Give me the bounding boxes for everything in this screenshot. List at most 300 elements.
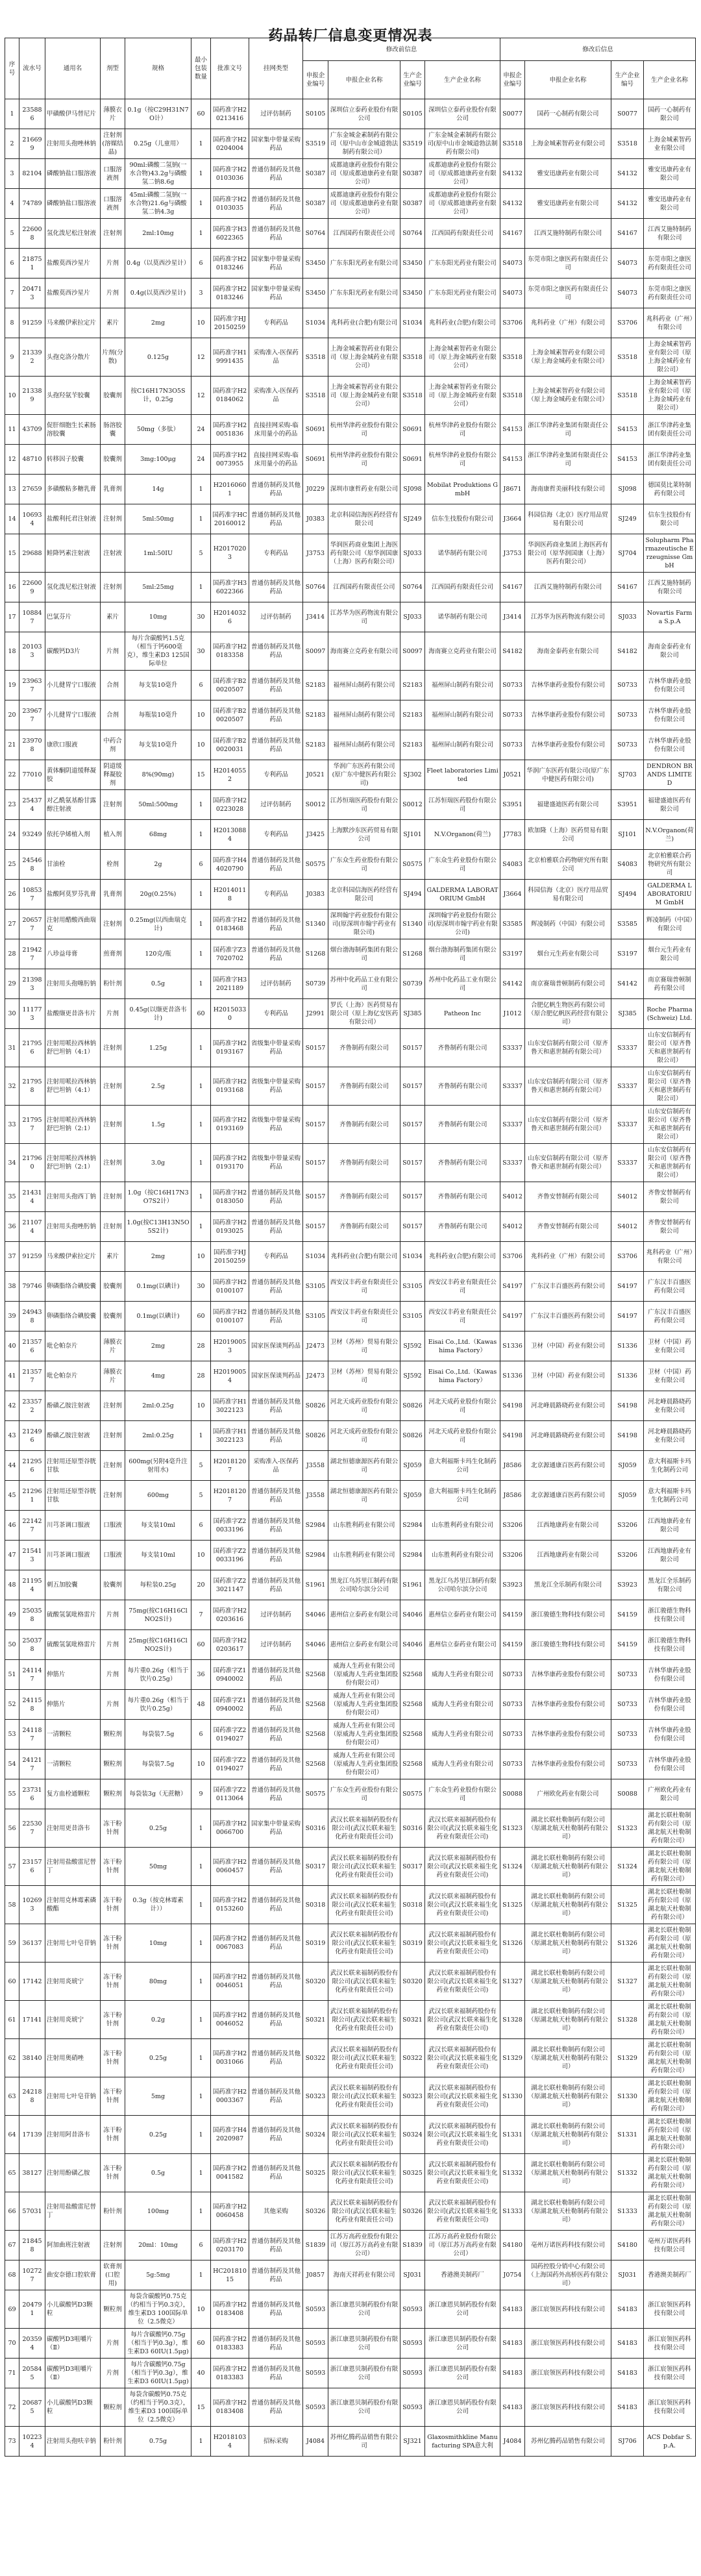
cell-listing-type: 直接挂网采购-临床用量小的药品 <box>249 445 303 475</box>
cell-listing-type: 普通仿制药及其他药品 <box>249 475 303 504</box>
cell-after-applicant-name: 山东安信制药有限公司（原齐鲁天和惠世制药有限公司） <box>525 1106 611 1144</box>
cell-dosage-form: 注射剂 <box>101 910 125 939</box>
cell-approval-no: 国药准字HJ20150259 <box>211 308 249 338</box>
table-row <box>5 1451 696 1481</box>
cell-min-pack: 24 <box>191 445 211 475</box>
cell-before-producer-code: SJ101 <box>400 820 425 850</box>
cell-listing-type: 过评仿制药 <box>249 1630 303 1660</box>
header-after-producer-name: 生产企业名称 <box>644 61 696 99</box>
cell-seq: 14 <box>5 504 19 534</box>
cell-listing-type: 普通仿制药及其他药品 <box>249 1570 303 1600</box>
cell-after-applicant-name: 浙江宸领医药科技有限公司 <box>525 2290 611 2329</box>
cell-generic-name: 注射用哌拉西林钠舒巴坦钠（2:1） <box>45 1144 101 1182</box>
cell-before-applicant-name: 武汉长联来福制药股份有限公司(武汉长联来福生化药业有限责任公司) <box>328 2039 400 2077</box>
cell-spec: 8%(90mg) <box>125 760 191 790</box>
table-row <box>5 338 696 377</box>
cell-listing-type: 专利药品 <box>249 534 303 573</box>
cell-before-producer-name: 齐鲁制药有限公司 <box>425 1182 500 1212</box>
cell-after-producer-name: 上海金城素智药业有限公司 <box>644 129 696 159</box>
cell-before-applicant-code: J2991 <box>303 999 328 1029</box>
cell-generic-name: 碳酸钙D3咀嚼片（Ⅱ） <box>45 2359 101 2388</box>
cell-before-applicant-code: S2984 <box>303 1511 328 1541</box>
cell-before-producer-name: 武汉长联来福制药股份有限公司(武汉长联来福生化药业有限责任公司) <box>425 2192 500 2231</box>
header-after-applicant-name: 申报企业名称 <box>525 61 611 99</box>
cell-spec: 0.2g <box>125 2001 191 2039</box>
cell-min-pack: 60 <box>191 1302 211 1331</box>
cell-before-producer-code: S0387 <box>400 189 425 219</box>
cell-seq: 27 <box>5 910 19 939</box>
cell-serial: 217957 <box>19 1106 45 1144</box>
cell-before-producer-name: Glaxosmithkline Manufacturing SPA意大利 <box>425 2427 500 2457</box>
cell-after-applicant-name: 湖北长联杜勒制药有限公司（原湖北航天杜勒制药有限公司） <box>525 1963 611 2001</box>
cell-dosage-form: 口服溶液剂 <box>101 159 125 189</box>
cell-before-producer-code: S2568 <box>400 1720 425 1750</box>
cell-seq: 39 <box>5 1302 19 1331</box>
cell-seq: 60 <box>5 1963 19 2001</box>
cell-after-producer-code: S1323 <box>611 1809 644 1848</box>
cell-after-applicant-name: 吉林华康药业股份有限公司 <box>525 700 611 730</box>
cell-after-producer-code: S0733 <box>611 671 644 700</box>
cell-after-applicant-code: S4159 <box>500 1600 525 1630</box>
cell-before-producer-name: 杭州华津药业股份有限公司 <box>425 415 500 445</box>
cell-after-producer-name: 浙江骏德生物科技有限公司 <box>644 1600 696 1630</box>
cell-after-applicant-name: 海南康哲美丽科技有限公司 <box>525 475 611 504</box>
cell-approval-no: H20150330 <box>211 999 249 1029</box>
cell-spec: 5mg <box>125 2077 191 2116</box>
cell-before-producer-name: 浙江康恩贝制药股份有限公司 <box>425 2329 500 2359</box>
cell-seq: 64 <box>5 2116 19 2154</box>
cell-generic-name: 盐酸莫西沙星片 <box>45 249 101 279</box>
table-row <box>5 1029 696 1067</box>
cell-before-applicant-name: 广东众生药业股份有限公司 <box>328 1779 400 1809</box>
cell-dosage-form: 素片 <box>101 1242 125 1272</box>
cell-before-applicant-name: 浙江康恩贝制药股份有限公司 <box>328 2290 400 2329</box>
cell-generic-name: 小儿碳酸钙D3颗粒 <box>45 2388 101 2427</box>
cell-after-applicant-code: S4012 <box>500 1182 525 1212</box>
cell-before-applicant-code: S0826 <box>303 1421 328 1451</box>
cell-after-applicant-name: 科园信海（北京）医疗用品贸易有限公司 <box>525 504 611 534</box>
cell-min-pack: 1 <box>191 1924 211 1963</box>
cell-serial: 242188 <box>19 2077 45 2116</box>
cell-seq: 35 <box>5 1182 19 1212</box>
cell-before-applicant-code: J0383 <box>303 504 328 534</box>
cell-before-producer-code: S3105 <box>400 1272 425 1302</box>
cell-after-applicant-code: S3337 <box>500 1067 525 1106</box>
cell-min-pack: 1 <box>191 1067 211 1106</box>
table-row <box>5 790 696 820</box>
cell-listing-type: 普通仿制药及其他药品 <box>249 1541 303 1570</box>
cell-serial: 38127 <box>19 2154 45 2192</box>
cell-serial: 201033 <box>19 632 45 671</box>
cell-spec: 5ml:25mg <box>125 573 191 602</box>
drug-transfer-table <box>5 38 696 2457</box>
cell-dosage-form: 素片 <box>101 308 125 338</box>
cell-generic-name: 康欣口服液 <box>45 730 101 760</box>
cell-dosage-form: 薄膜衣片 <box>101 99 125 129</box>
cell-approval-no: 国药准字B20020507 <box>211 671 249 700</box>
cell-dosage-form: 片剂 <box>101 999 125 1029</box>
cell-before-applicant-name: 齐鲁制药有限公司 <box>328 1029 400 1067</box>
cell-before-producer-name: Patheon Inc <box>425 999 500 1029</box>
cell-seq: 58 <box>5 1886 19 1924</box>
cell-after-producer-name: 福建盛迪医药有限公司 <box>644 790 696 820</box>
header-before-applicant-name: 申报企业名称 <box>328 61 400 99</box>
cell-before-producer-name: 浙江康恩贝制药股份有限公司 <box>425 2388 500 2427</box>
cell-seq: 22 <box>5 760 19 790</box>
cell-approval-no: 国药准字B20020507 <box>211 700 249 730</box>
cell-after-applicant-name: 湖北长联杜勒制药有限公司（原湖北航天杜勒制药有限公司） <box>525 1924 611 1963</box>
cell-after-producer-code: S4167 <box>611 219 644 249</box>
cell-after-applicant-code: S1330 <box>500 2077 525 2116</box>
cell-min-pack: 6 <box>191 1720 211 1750</box>
cell-before-applicant-name: 华润广东医药有限公司(原广东中健医药有限公司) <box>328 760 400 790</box>
table-row <box>5 1144 696 1182</box>
cell-before-applicant-code: S0575 <box>303 1779 328 1809</box>
cell-before-applicant-name: 威海人生药业有限公司（原威海人生药业集团股份有限公司） <box>328 1690 400 1720</box>
cell-approval-no: H20190053 <box>211 1331 249 1361</box>
cell-after-applicant-name: 卫材（中国）药业有限公司 <box>525 1331 611 1361</box>
table-row <box>5 129 696 159</box>
cell-min-pack: 30 <box>191 632 211 671</box>
cell-before-producer-name: 武汉长联来福制药股份有限公司(武汉长联来福生化药业有限责任公司) <box>425 1963 500 2001</box>
cell-listing-type: 普通仿制药及其他药品 <box>249 159 303 189</box>
cell-before-applicant-code: S0317 <box>303 1848 328 1886</box>
cell-seq: 49 <box>5 1600 19 1630</box>
table-row <box>5 1848 696 1886</box>
cell-serial: 215413 <box>19 1541 45 1570</box>
cell-generic-name: 头孢羟氨苄胶囊 <box>45 377 101 415</box>
cell-after-producer-name: 东莞市阳之康医药有限责任公司 <box>644 279 696 308</box>
cell-generic-name: 注射用盐酸雷尼替丁 <box>45 1848 101 1886</box>
header-after-applicant-code: 申报企业编号 <box>500 61 525 99</box>
cell-after-producer-code: SJ059 <box>611 1481 644 1511</box>
cell-before-applicant-code: J3414 <box>303 602 328 632</box>
cell-before-applicant-code: S0826 <box>303 1391 328 1421</box>
cell-approval-no: 国药准字Z10940002 <box>211 1660 249 1690</box>
cell-after-applicant-name: 吉林华康药业股份有限公司 <box>525 1690 611 1720</box>
cell-after-producer-name: 广州欧化药业有限公司 <box>644 1779 696 1809</box>
cell-after-applicant-name: 华润广东医药有限公司(原广东中健医药有限公司) <box>525 760 611 790</box>
cell-seq: 9 <box>5 338 19 377</box>
cell-approval-no: H20130884 <box>211 820 249 850</box>
cell-approval-no: 国药准字H20223028 <box>211 790 249 820</box>
cell-approval-no: 国药准字H20193169 <box>211 1106 249 1144</box>
cell-generic-name: 注射用头孢噻肟钠 <box>45 969 101 999</box>
cell-listing-type: 专利药品 <box>249 880 303 910</box>
cell-dosage-form: 注射剂 <box>101 1451 125 1481</box>
cell-approval-no: 国药准字H20031066 <box>211 2039 249 2077</box>
cell-dosage-form: 肠溶胶囊 <box>101 415 125 445</box>
table-row <box>5 2388 696 2427</box>
cell-generic-name: 头孢克洛分散片 <box>45 338 101 377</box>
cell-dosage-form: 胶囊剂 <box>101 1302 125 1331</box>
cell-spec: 2ml:10mg <box>125 219 191 249</box>
cell-approval-no: 国药准字H36022365 <box>211 219 249 249</box>
cell-listing-type: 普通仿制药及其他药品 <box>249 219 303 249</box>
cell-approval-no: 国药准字H20060458 <box>211 2192 249 2231</box>
cell-before-applicant-name: 武汉长联来福制药股份有限公司(武汉长联来福生化药业有限责任公司) <box>328 2192 400 2231</box>
cell-before-applicant-code: S1340 <box>303 910 328 939</box>
cell-generic-name: 伸筋片 <box>45 1660 101 1690</box>
cell-serial: 111773 <box>19 999 45 1029</box>
cell-before-applicant-code: J3753 <box>303 534 328 573</box>
table-row <box>5 2039 696 2077</box>
cell-generic-name: 碳酸钙D3咀嚼片（Ⅱ） <box>45 2329 101 2359</box>
cell-spec: 1.25g <box>125 1029 191 1067</box>
cell-before-producer-name: 广东东阳光药业有限公司 <box>425 279 500 308</box>
cell-before-producer-code: S0157 <box>400 1029 425 1067</box>
cell-serial: 233572 <box>19 1391 45 1421</box>
cell-min-pack: 1 <box>191 1106 211 1144</box>
table-row <box>5 671 696 700</box>
cell-after-producer-code: S4083 <box>611 850 644 880</box>
cell-before-applicant-name: 罗氏（上海）医药贸易有限公司（原上海亿安医药有限公司） <box>328 999 400 1029</box>
cell-min-pack: 6 <box>191 671 211 700</box>
cell-listing-type: 普通仿制药及其他药品 <box>249 1302 303 1331</box>
cell-after-producer-name: 浙江华津药业集团有限责任公司 <box>644 415 696 445</box>
cell-serial: 29688 <box>19 534 45 573</box>
cell-spec: 2mg <box>125 1331 191 1361</box>
cell-serial: 205845 <box>19 2359 45 2388</box>
cell-after-producer-code: SJ059 <box>611 1451 644 1481</box>
cell-after-applicant-name: 福建盛迪医药有限公司 <box>525 790 611 820</box>
cell-approval-no: H20181034 <box>211 2427 249 2457</box>
cell-min-pack: 1 <box>191 1029 211 1067</box>
cell-before-producer-code: S4046 <box>400 1630 425 1660</box>
cell-dosage-form: 植入剂 <box>101 820 125 850</box>
cell-before-applicant-code: S3105 <box>303 1272 328 1302</box>
cell-dosage-form: 冻干粉针剂 <box>101 2039 125 2077</box>
cell-spec: 80mg <box>125 1963 191 2001</box>
cell-approval-no: 国药准字H20203616 <box>211 1600 249 1630</box>
cell-after-applicant-name: 浙江骏德生物科技有限公司 <box>525 1600 611 1630</box>
cell-min-pack: 10 <box>191 1242 211 1272</box>
cell-seq: 29 <box>5 969 19 999</box>
cell-before-applicant-code: S0322 <box>303 2039 328 2077</box>
cell-after-producer-name: 亳州万诺医药科技有限公司 <box>644 2231 696 2260</box>
cell-seq: 41 <box>5 1361 19 1391</box>
cell-approval-no: 国药准字H44020790 <box>211 850 249 880</box>
cell-spec: 0.25g <box>125 2116 191 2154</box>
table-row <box>5 2231 696 2260</box>
cell-generic-name: 八珍益母膏 <box>45 939 101 969</box>
cell-approval-no: 国药准字H20067083 <box>211 1924 249 1963</box>
cell-before-applicant-name: 福州屏山制药有限公司 <box>328 671 400 700</box>
cell-generic-name: 巴氯芬片 <box>45 602 101 632</box>
cell-before-producer-code: S0593 <box>400 2388 425 2427</box>
header-seq: 序号 <box>5 38 19 99</box>
cell-before-applicant-name: 惠州信立泰药业有限公司 <box>328 1630 400 1660</box>
cell-listing-type: 普通仿制药及其他药品 <box>249 573 303 602</box>
cell-after-applicant-name: 上海金城素智药业有限公司 <box>525 129 611 159</box>
cell-after-producer-code: S1326 <box>611 1924 644 1963</box>
cell-dosage-form: 冻干粉针剂 <box>101 1963 125 2001</box>
cell-after-applicant-name: 浙江宸领医药科技有限公司 <box>525 2388 611 2427</box>
cell-min-pack: 1 <box>191 475 211 504</box>
cell-serial: 74789 <box>19 189 45 219</box>
table-row <box>5 760 696 790</box>
cell-before-producer-code: SJ033 <box>400 534 425 573</box>
cell-min-pack: 40 <box>191 2359 211 2388</box>
cell-serial: 241158 <box>19 1690 45 1720</box>
cell-spec: 45ml:磷酸二氢钠(一水合物)21.6g与磷酸氢二钠4.3g <box>125 189 191 219</box>
cell-seq: 56 <box>5 1809 19 1848</box>
cell-before-applicant-code: S4046 <box>303 1630 328 1660</box>
cell-approval-no: H20190054 <box>211 1361 249 1391</box>
cell-after-producer-code: S3518 <box>611 129 644 159</box>
cell-before-applicant-code: S1268 <box>303 939 328 969</box>
cell-before-producer-name: Mobilat Produktions GmbH <box>425 475 500 504</box>
cell-before-applicant-code: S0097 <box>303 632 328 671</box>
cell-after-producer-name: 河北峰晨路晓药业有限公司 <box>644 1421 696 1451</box>
cell-min-pack: 1 <box>191 880 211 910</box>
table-row <box>5 1302 696 1331</box>
cell-approval-no: 国药准字B20020031 <box>211 730 249 760</box>
cell-after-applicant-code: J3664 <box>500 880 525 910</box>
cell-listing-type: 普通仿制药及其他药品 <box>249 1272 303 1302</box>
cell-after-applicant-code: J7783 <box>500 820 525 850</box>
cell-after-applicant-code: S1332 <box>500 2154 525 2192</box>
cell-serial: 214314 <box>19 1182 45 1212</box>
cell-dosage-form: 注射剂 <box>101 1212 125 1242</box>
cell-before-producer-name: 山东胜利药业有限公司 <box>425 1541 500 1570</box>
cell-serial: 216699 <box>19 129 45 159</box>
cell-generic-name: 多磺酸粘多糖乳膏 <box>45 475 101 504</box>
cell-after-applicant-code: S4167 <box>500 573 525 602</box>
cell-dosage-form: 胶囊剂 <box>101 1570 125 1600</box>
cell-after-producer-code: S4012 <box>611 1212 644 1242</box>
cell-seq: 72 <box>5 2388 19 2427</box>
cell-seq: 54 <box>5 1750 19 1779</box>
cell-after-producer-code: S4182 <box>611 632 644 671</box>
cell-before-applicant-name: 北京科园信海医药经营有限公司 <box>328 880 400 910</box>
cell-seq: 6 <box>5 249 19 279</box>
table-row <box>5 2077 696 2116</box>
cell-after-applicant-code: S3951 <box>500 790 525 820</box>
table-row <box>5 573 696 602</box>
cell-listing-type: 普通仿制药及其他药品 <box>249 2001 303 2039</box>
cell-before-applicant-code: S0764 <box>303 573 328 602</box>
cell-after-applicant-name: 河北峰晨路晓药业有限公司 <box>525 1391 611 1421</box>
table-row <box>5 2001 696 2039</box>
cell-before-applicant-code: S0593 <box>303 2388 328 2427</box>
cell-generic-name: 小儿碳酸钙D3颗粒 <box>45 2290 101 2329</box>
cell-dosage-form: 软膏剂(口腔用) <box>101 2260 125 2290</box>
cell-after-applicant-code: J3664 <box>500 504 525 534</box>
cell-before-producer-code: SJ321 <box>400 2427 425 2457</box>
cell-min-pack: 30 <box>191 1272 211 1302</box>
cell-listing-type: 普通仿制药及其他药品 <box>249 1391 303 1421</box>
cell-min-pack: 20 <box>191 1570 211 1600</box>
cell-dosage-form: 冻干粉针剂 <box>101 2077 125 2116</box>
cell-after-applicant-name: 亳州万诺医药科技有限公司 <box>525 2231 611 2260</box>
cell-before-applicant-code: S0318 <box>303 1886 328 1924</box>
cell-listing-type: 普通仿制药及其他药品 <box>249 1750 303 1779</box>
cell-after-applicant-code: S3585 <box>500 910 525 939</box>
cell-dosage-form: 乳膏剂 <box>101 475 125 504</box>
cell-before-applicant-code: J4084 <box>303 2427 328 2457</box>
cell-before-applicant-code: J2473 <box>303 1361 328 1391</box>
cell-before-applicant-code: S0764 <box>303 219 328 249</box>
cell-after-applicant-name: 湖北长联杜勒制药有限公司（原湖北航天杜勒制药有限公司） <box>525 2154 611 2192</box>
cell-generic-name: 依托孕烯植入剂 <box>45 820 101 850</box>
cell-before-applicant-code: J0229 <box>303 475 328 504</box>
cell-before-producer-code: S0593 <box>400 2290 425 2329</box>
cell-serial: 241147 <box>19 1660 45 1690</box>
cell-min-pack: 10 <box>191 1391 211 1421</box>
cell-min-pack: 1 <box>191 573 211 602</box>
cell-seq: 24 <box>5 820 19 850</box>
cell-before-applicant-code: S1034 <box>303 308 328 338</box>
cell-seq: 26 <box>5 880 19 910</box>
cell-before-applicant-name: 齐鲁制药有限公司 <box>328 1182 400 1212</box>
cell-before-applicant-code: S2984 <box>303 1541 328 1570</box>
cell-after-producer-name: 浙江宸领医药科技有限公司 <box>644 2329 696 2359</box>
cell-seq: 3 <box>5 159 19 189</box>
table-row <box>5 1660 696 1690</box>
cell-after-applicant-name: 江西地康药业有限公司 <box>525 1541 611 1570</box>
cell-before-applicant-name: 华润医药商业集团上海医药有限公司（原华润国康（上海）医药有限公司） <box>328 534 400 573</box>
cell-spec: 0.45g(以缬更昔洛韦计) <box>125 999 191 1029</box>
cell-spec: 每支装10ml <box>125 1541 191 1570</box>
cell-listing-type: 普通仿制药及其他药品 <box>249 2154 303 2192</box>
cell-after-producer-code: SJ249 <box>611 504 644 534</box>
cell-serial: 102727 <box>19 2260 45 2290</box>
cell-seq: 32 <box>5 1067 19 1106</box>
cell-before-applicant-name: 成都迪康药业股份有限公司（原成都迪康药业有限公司） <box>328 159 400 189</box>
cell-after-producer-code: S4159 <box>611 1600 644 1630</box>
cell-before-producer-name: 武汉长联来福制药股份有限公司(武汉长联来福生化药业有限责任公司) <box>425 2154 500 2192</box>
cell-before-producer-code: S0317 <box>400 1848 425 1886</box>
cell-listing-type: 其他采购 <box>249 2192 303 2231</box>
cell-after-applicant-name: 苏州亿腾药品销售有限公司 <box>525 2427 611 2457</box>
cell-before-producer-name: Fleet laboratories Limited <box>425 760 500 790</box>
cell-before-producer-name: 齐鲁制药有限公司 <box>425 1212 500 1242</box>
cell-before-applicant-code: S0157 <box>303 1106 328 1144</box>
cell-before-applicant-code: S0575 <box>303 850 328 880</box>
cell-before-applicant-code: S2183 <box>303 730 328 760</box>
cell-min-pack: 1 <box>191 2192 211 2231</box>
cell-dosage-form: 片剂 <box>101 249 125 279</box>
cell-serial: 77010 <box>19 760 45 790</box>
cell-serial: 239677 <box>19 700 45 730</box>
cell-before-producer-name: 齐鲁制药有限公司 <box>425 1106 500 1144</box>
cell-after-applicant-name: 齐鲁安替制药有限公司 <box>525 1182 611 1212</box>
cell-before-producer-name: 惠州信立泰药业有限公司 <box>425 1600 500 1630</box>
cell-min-pack: 60 <box>191 999 211 1029</box>
cell-before-applicant-code: J0857 <box>303 2260 328 2290</box>
cell-before-producer-name: 广东众生药业股份有限公司 <box>425 850 500 880</box>
cell-before-producer-code: S2568 <box>400 1690 425 1720</box>
cell-min-pack: 36 <box>191 1660 211 1690</box>
table-row <box>5 2154 696 2192</box>
cell-after-applicant-code: S0733 <box>500 730 525 760</box>
cell-spec: 每袋装3g（无蔗糖） <box>125 1779 191 1809</box>
cell-min-pack: 1 <box>191 1886 211 1924</box>
cell-min-pack: 5 <box>191 1481 211 1511</box>
cell-serial: 245468 <box>19 850 45 880</box>
cell-before-applicant-name: 江苏华为医药物流有限公司 <box>328 602 400 632</box>
cell-generic-name: 小儿健胃宁口服液 <box>45 700 101 730</box>
cell-before-producer-code: S3105 <box>400 1302 425 1331</box>
cell-before-applicant-name: 黑龙江乌苏里江制药有限公司哈尔滨分公司 <box>328 1570 400 1600</box>
cell-after-producer-name: N.V.Organon(荷兰) <box>644 820 696 850</box>
cell-generic-name: 注射用头孢呋辛钠 <box>45 2427 101 2457</box>
cell-listing-type: 省级集中带量采购药品 <box>249 1029 303 1067</box>
cell-before-applicant-code: S3519 <box>303 129 328 159</box>
cell-seq: 47 <box>5 1541 19 1570</box>
cell-before-producer-code: S0320 <box>400 1963 425 2001</box>
